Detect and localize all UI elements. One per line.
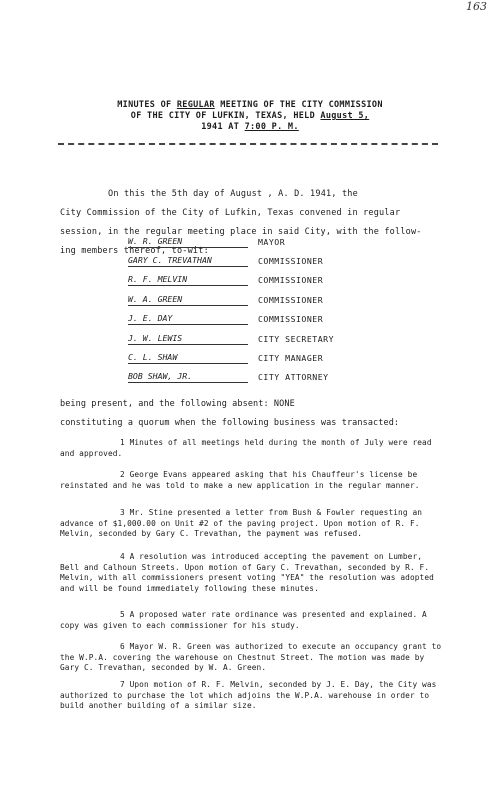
member-title: CITY MANAGER: [258, 353, 324, 364]
minutes-item: 3 Mr. Stine presented a letter from Bush & Fowler requesting an advance of $1,000.00 on Unit #2 of the paving project. Upon motion of R. F. Melvin, seconded by Gary C. Trevathan, the payment was refused.: [60, 508, 423, 538]
member-name: W. A. GREEN: [128, 294, 248, 306]
intro-line: ing members thereof, to-wit:: [60, 246, 209, 256]
minutes-item: 6 Mayor W. R. Green was authorized to execute an occupancy grant to the W.P.A. covering the warehouse on Chestnut Street. The motion was made by Gary C. Trevathan, seconded by W. A. Green.: [60, 642, 442, 672]
meeting-type: REGULAR: [176, 100, 215, 110]
title-suffix: MEETING OF THE CITY COMMISSION: [220, 100, 383, 110]
member-name: BOB SHAW, JR.: [128, 371, 248, 383]
member-name: R. F. MELVIN: [128, 274, 248, 286]
title-line-1: [60, 100, 440, 111]
member-row: [128, 348, 388, 367]
intro-line: session, in the regular meeting place in said City, with the follow-: [60, 227, 422, 237]
member-title: COMMISSIONER: [258, 256, 324, 267]
member-title: COMMISSIONER: [258, 314, 324, 325]
member-row: [128, 329, 388, 348]
member-row: [128, 368, 388, 387]
member-name: W. R. GREEN: [128, 236, 248, 248]
quorum-line: constituting a quorum when the following business was transacted:: [60, 418, 400, 428]
member-title: COMMISSIONER: [258, 275, 324, 286]
member-title: COMMISSIONER: [258, 294, 324, 305]
meeting-year: 1941 AT: [201, 122, 240, 132]
intro-line: City Commission of the City of Lufkin, Texas convened in regular: [60, 208, 401, 218]
document-title: [60, 100, 440, 133]
member-name: J. E. DAY: [128, 313, 248, 325]
member-name: J. W. LEWIS: [128, 333, 248, 345]
minutes-item: 5 A proposed water rate ordinance was presented and explained. A copy was given to each commissioner for his study.: [60, 610, 427, 630]
member-name: GARY C. TREVATHAN: [128, 255, 248, 267]
title-prefix: MINUTES OF: [117, 100, 172, 110]
member-row: [128, 251, 388, 270]
member-title: CITY SECRETARY: [258, 333, 335, 344]
attendance-statement: [60, 395, 444, 433]
title-city: OF THE CITY OF LUFKIN, TEXAS, HELD: [130, 111, 315, 121]
minutes-item: 2 George Evans appeared asking that his Chauffeur's license be reinstated and he was told to make a new application in the regular manner.: [60, 470, 420, 490]
member-row: [128, 290, 388, 309]
dashed-divider: [58, 143, 438, 145]
minutes-item: 4 A resolution was introduced accepting the pavement on Lumber, Bell and Calhoun Streets. Upon motion of Gary C. Trevathan, seconded by R. F. Melvin, with all commissioners present voting "YEA" the resolution was adopted and will be found immediately following these minutes.: [60, 552, 434, 593]
title-line-2: [60, 111, 440, 122]
member-row: [128, 310, 388, 329]
member-row: [128, 232, 388, 251]
meeting-date: August 5,: [320, 111, 370, 121]
members-list: [128, 232, 388, 387]
member-title: CITY ATTORNEY: [258, 372, 329, 383]
minutes-item: 1 Minutes of all meetings held during the month of July were read and approved.: [60, 438, 432, 458]
title-line-3: [60, 122, 440, 133]
member-title: MAYOR: [258, 236, 286, 247]
absent-line: being present, and the following absent: NONE: [60, 399, 295, 409]
member-row: [128, 271, 388, 290]
meeting-time: 7:00 P. M.: [244, 122, 299, 132]
minutes-item: 7 Upon motion of R. F. Melvin, seconded by J. E. Day, the City was authorized to purchase the lot which adjoins the W.P.A. warehouse in order to build another building of a similar size.: [60, 680, 437, 710]
intro-line: On this the 5th day of August , A. D. 1941, the: [108, 189, 358, 199]
member-name: C. L. SHAW: [128, 352, 248, 364]
page-number: 163: [466, 0, 487, 13]
